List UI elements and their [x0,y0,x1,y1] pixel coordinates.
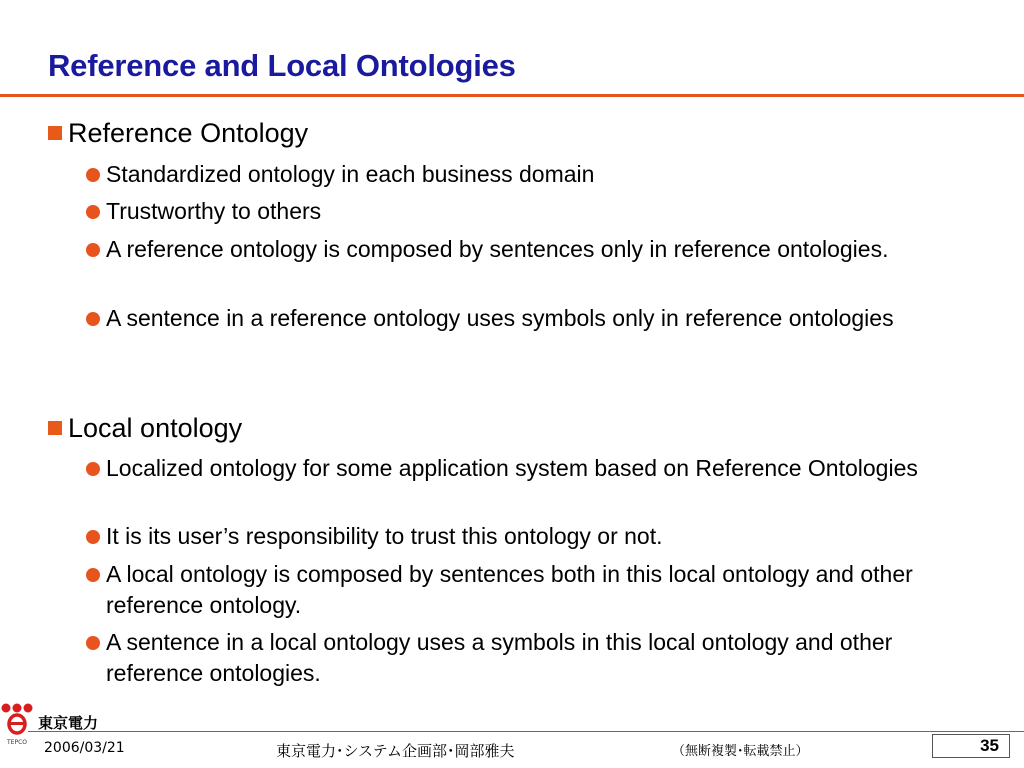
title-divider [0,94,1024,97]
section-heading-reference: Reference Ontology [48,118,308,148]
bullet-item: Trustworthy to others [86,196,986,227]
round-bullet-icon [86,168,100,182]
bullet-item: Standardized ontology in each business domain [86,159,986,190]
section-heading-local: Local ontology [48,413,242,443]
bullet-item: A local ontology is composed by sentences both in this local ontology and other reference ontology. [86,559,986,621]
bullet-item: It is its user’s responsibility to trust this ontology or not. [86,521,986,552]
footer-date: 2006/03/21 [44,740,125,756]
round-bullet-icon [86,462,100,476]
bullet-item: A sentence in a reference ontology uses symbols only in reference ontologies [86,303,986,334]
svg-text:TEPCO: TEPCO [7,739,27,746]
round-bullet-icon [86,243,100,257]
company-name: 東京電力 [38,714,99,732]
footer-department: 東京電力･システム企画部･岡部雅夫 [276,742,515,760]
tepco-logo-icon [0,700,34,750]
bullet-item: Localized ontology for some application system based on Reference Ontologies [86,453,986,484]
round-bullet-icon [86,636,100,650]
square-bullet-icon [48,126,62,140]
round-bullet-icon [86,205,100,219]
bullet-item: A reference ontology is composed by sentences only in reference ontologies. [86,234,986,265]
slide-title: Reference and Local Ontologies [48,48,516,83]
round-bullet-icon [86,312,100,326]
footer-divider [28,731,1024,732]
round-bullet-icon [86,568,100,582]
page-number: 35 [932,734,1010,758]
square-bullet-icon [48,421,62,435]
footer-copyright-notice: （無断複製･転載禁止） [672,744,809,759]
bullet-item: A sentence in a local ontology uses a symbols in this local ontology and other reference ontologies. [86,627,986,689]
round-bullet-icon [86,530,100,544]
